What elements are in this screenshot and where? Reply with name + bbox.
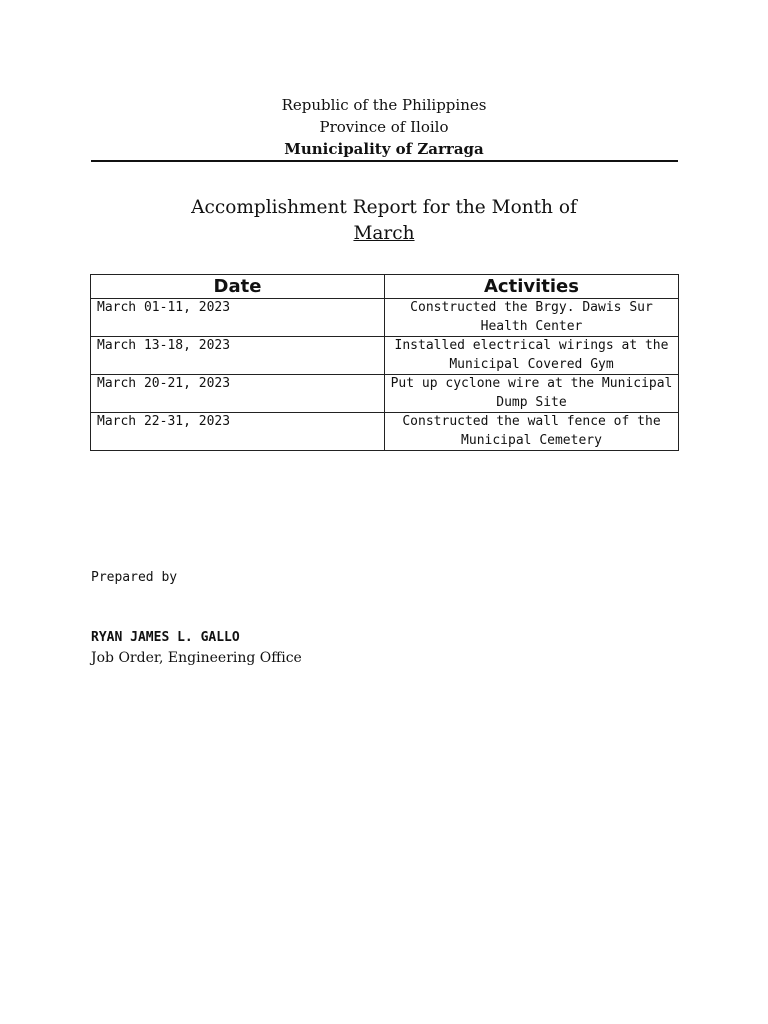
document-header (0, 94, 768, 160)
date-cell: March 01-11, 2023 (91, 299, 385, 337)
activity-text: Municipal Covered Gym (449, 356, 614, 372)
report-title-text: Accomplishment Report for the Month of (191, 197, 577, 218)
activity-cell (385, 337, 679, 375)
table-row (91, 413, 679, 451)
activity-text: Constructed the Brgy. Dawis Sur (410, 300, 653, 315)
prepared-by-label: Prepared by (91, 570, 178, 585)
table-row (91, 337, 679, 375)
activities-column-header: Activities (385, 275, 679, 299)
activity-text: Municipal Cemetery (461, 432, 602, 448)
activity-text: Health Center (480, 318, 583, 334)
table-row (91, 299, 679, 337)
activity-cell (385, 299, 679, 337)
activity-text: Constructed the wall fence of the (402, 414, 661, 429)
municipality-line: Municipality of Zarraga (284, 140, 484, 158)
date-column-header: Date (91, 275, 385, 299)
report-title (0, 195, 768, 247)
signatory-position: Job Order, Engineering Office (91, 650, 302, 666)
activity-text: Installed electrical wirings at the (394, 338, 669, 353)
activity-text: Put up cyclone wire at the Municipal (390, 376, 673, 391)
accomplishment-table (90, 274, 679, 451)
report-month: March (353, 223, 415, 244)
signatory-name: RYAN JAMES L. GALLO (91, 630, 240, 645)
date-cell: March 22-31, 2023 (91, 413, 385, 451)
table-header-row (91, 275, 679, 299)
header-divider (91, 160, 678, 162)
activity-cell (385, 375, 679, 413)
date-cell: March 13-18, 2023 (91, 337, 385, 375)
activity-text: Dump Site (496, 394, 567, 410)
country-line: Republic of the Philippines (281, 96, 487, 114)
table-row (91, 375, 679, 413)
province-line: Province of Iloilo (319, 118, 449, 136)
activity-cell (385, 413, 679, 451)
date-cell: March 20-21, 2023 (91, 375, 385, 413)
